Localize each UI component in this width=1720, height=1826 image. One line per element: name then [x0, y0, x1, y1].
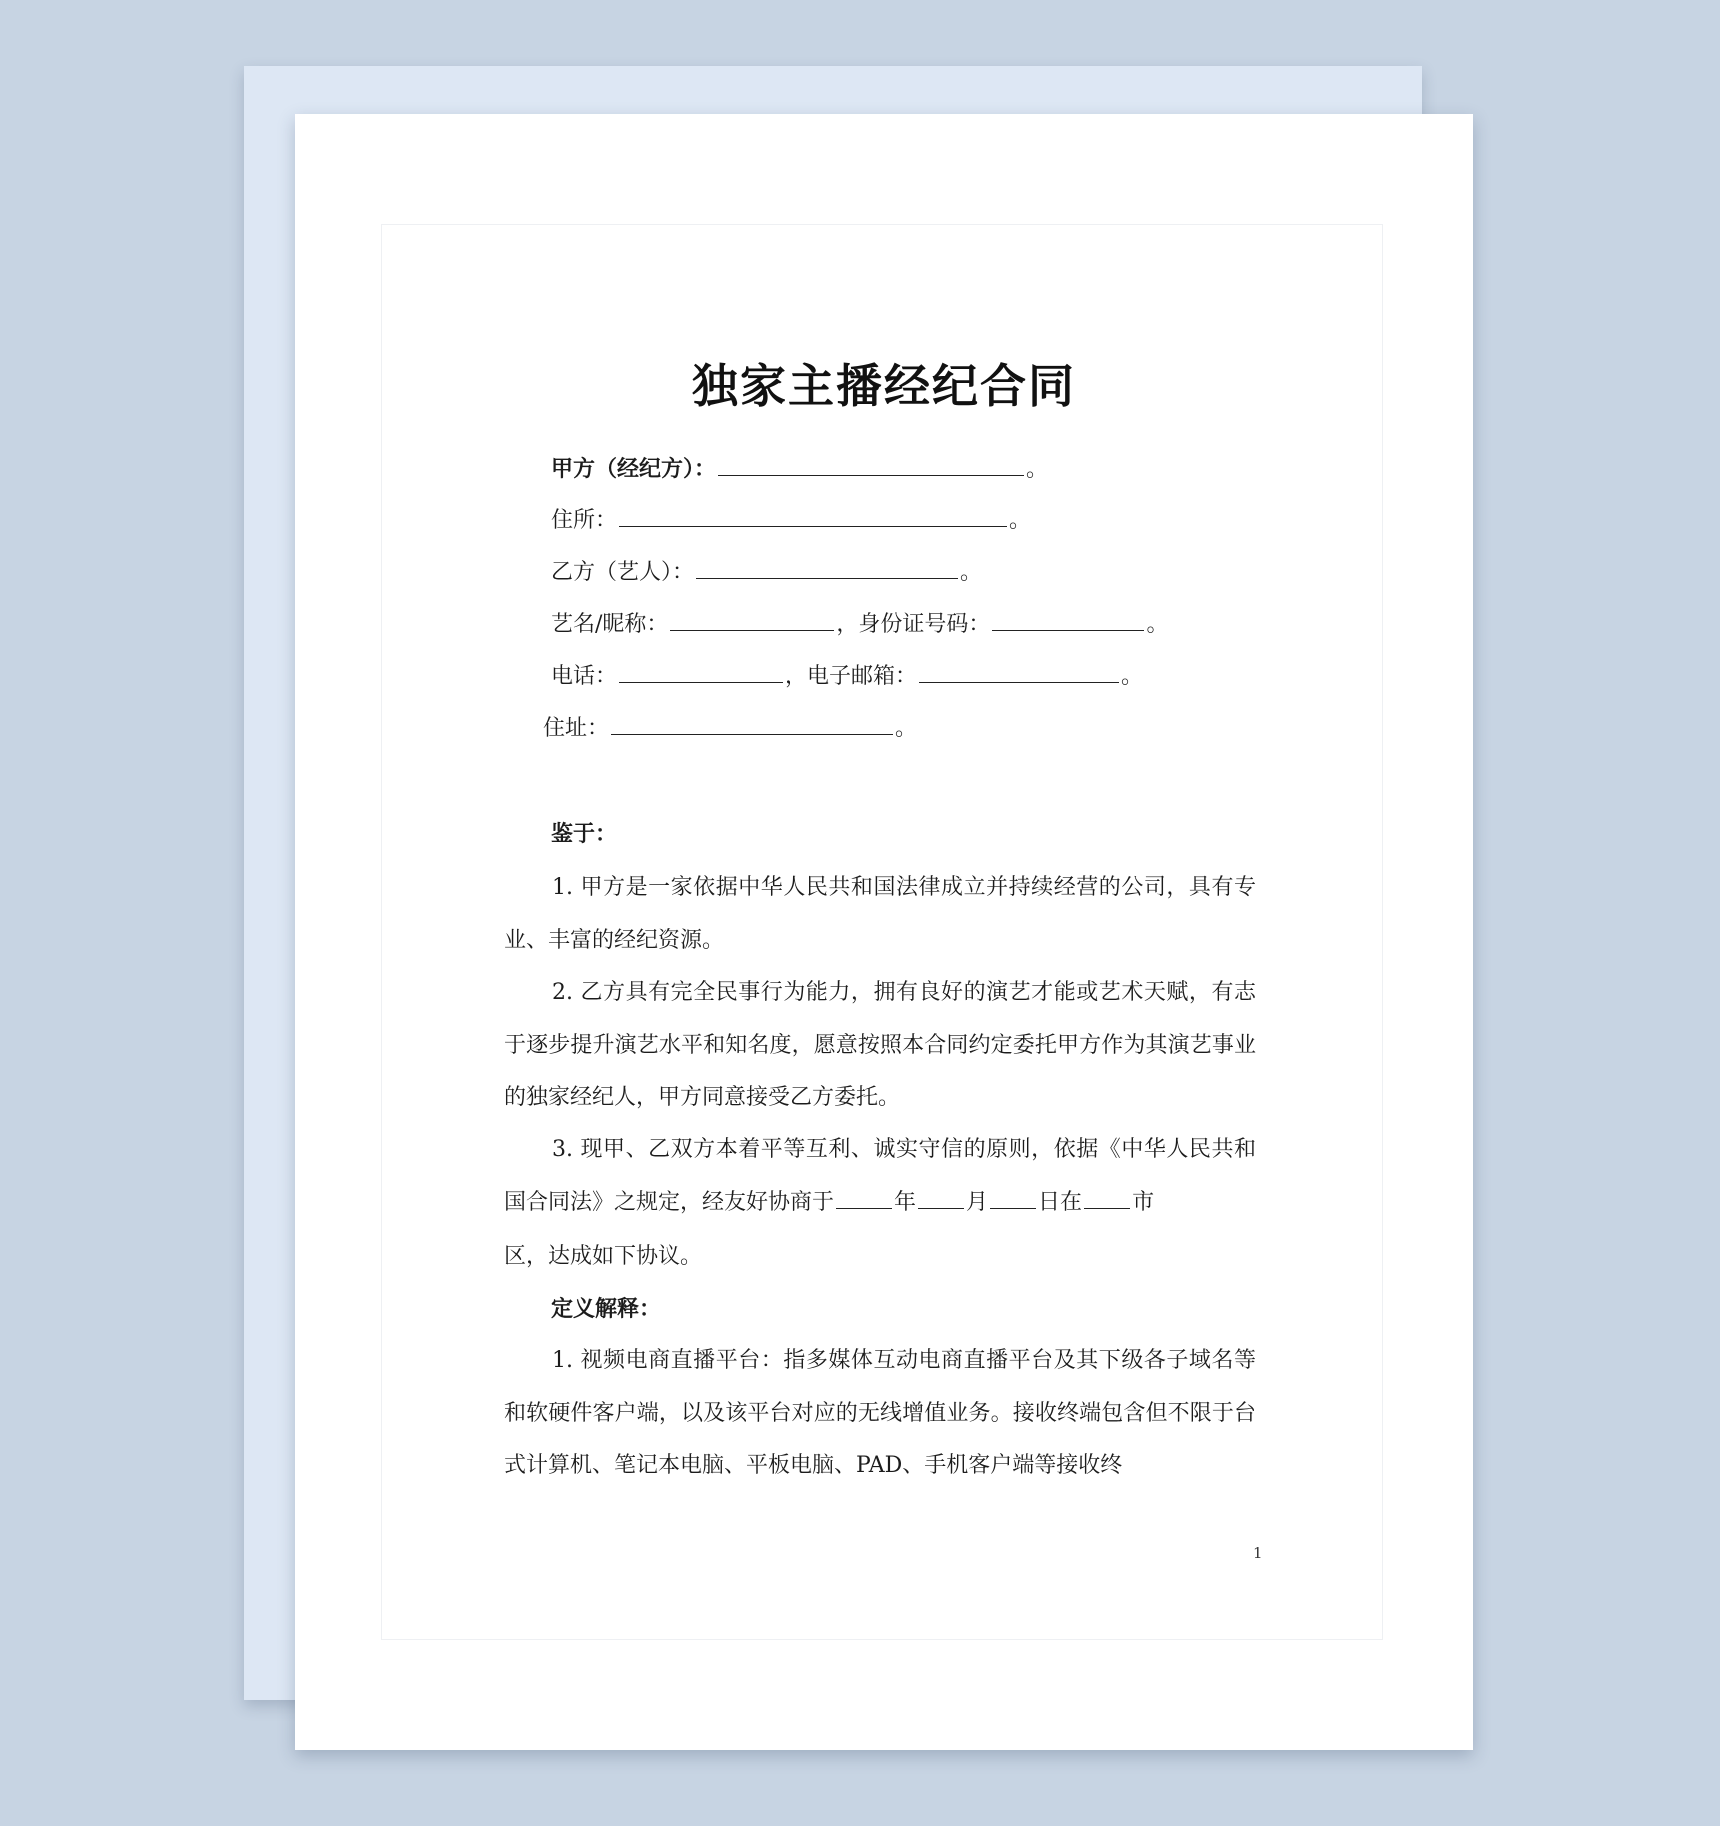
stage-name-blank[interactable] [670, 610, 834, 631]
document-title: 独家主播经纪合同 [692, 359, 1076, 413]
residence-field [551, 506, 1031, 536]
month-blank[interactable] [918, 1188, 964, 1209]
address-label: 住址： [543, 716, 610, 741]
id-number-blank[interactable] [992, 610, 1144, 631]
city-label: 市 [1132, 1189, 1155, 1215]
phone-label: 电话： [551, 664, 618, 689]
party-a-field [551, 454, 1048, 485]
party-b-field [551, 558, 982, 588]
stage-name-field [551, 610, 1168, 640]
address-end: 。 [895, 716, 918, 741]
residence-label: 住所： [551, 508, 618, 533]
year-label: 年 [894, 1189, 917, 1215]
party-b-label: 乙方（艺人）： [551, 560, 695, 585]
whereas-heading: 鉴于： [551, 821, 618, 847]
party-a-blank[interactable] [718, 455, 1024, 476]
definitions-item-1: 1. 视频电商直播平台：指多媒体互动电商直播平台及其下级各子域名等和软硬件客户端，以及该平台对应的无线增值业务。接收终端包含但不限于台式计算机、笔记本电脑、平板电脑、PAD、手机客户端等接收终 [504, 1348, 1256, 1478]
page-number: 1 [1253, 1544, 1263, 1562]
whereas-item-3 [504, 1124, 1256, 1229]
email-blank[interactable] [919, 662, 1119, 683]
city-blank[interactable] [1084, 1188, 1130, 1209]
year-blank[interactable] [836, 1188, 892, 1209]
residence-blank[interactable] [619, 506, 1007, 527]
document-page [295, 114, 1473, 1750]
day-blank[interactable] [990, 1188, 1036, 1209]
day-label: 日在 [1038, 1189, 1083, 1215]
party-b-blank[interactable] [696, 558, 958, 579]
whereas-item-3-end: 区，达成如下协议。 [504, 1244, 703, 1269]
stage-name-end: 。 [1146, 612, 1169, 637]
party-a-end: 。 [1026, 457, 1049, 482]
address-field [543, 714, 917, 744]
party-a-label: 甲方（经纪方）： [551, 456, 717, 482]
id-number-label: ，身份证号码： [836, 612, 991, 637]
whereas-item-1: 1. 甲方是一家依据中华人民共和国法律成立并持续经营的公司，具有专业、丰富的经纪资源。 [504, 875, 1256, 953]
definitions-heading: 定义解释： [551, 1296, 662, 1322]
address-blank[interactable] [611, 714, 893, 735]
stage-name-label: 艺名/昵称： [551, 612, 669, 637]
email-label: ，电子邮箱： [785, 664, 918, 689]
residence-end: 。 [1009, 508, 1032, 533]
whereas-item-3-text: 3. 现甲、乙双方本着平等互利、诚实守信的原则，依据《中华人民共和国合同法》之规定，经友好协商于 [504, 1137, 1256, 1215]
phone-end: 。 [1121, 664, 1144, 689]
month-label: 月 [966, 1189, 989, 1215]
phone-field [551, 662, 1143, 692]
party-b-end: 。 [960, 560, 983, 585]
phone-blank[interactable] [619, 662, 783, 683]
whereas-item-2: 2. 乙方具有完全民事行为能力，拥有良好的演艺才能或艺术天赋，有志于逐步提升演艺水平和知名度，愿意按照本合同约定委托甲方作为其演艺事业的独家经纪人，甲方同意接受乙方委托。 [504, 980, 1256, 1110]
